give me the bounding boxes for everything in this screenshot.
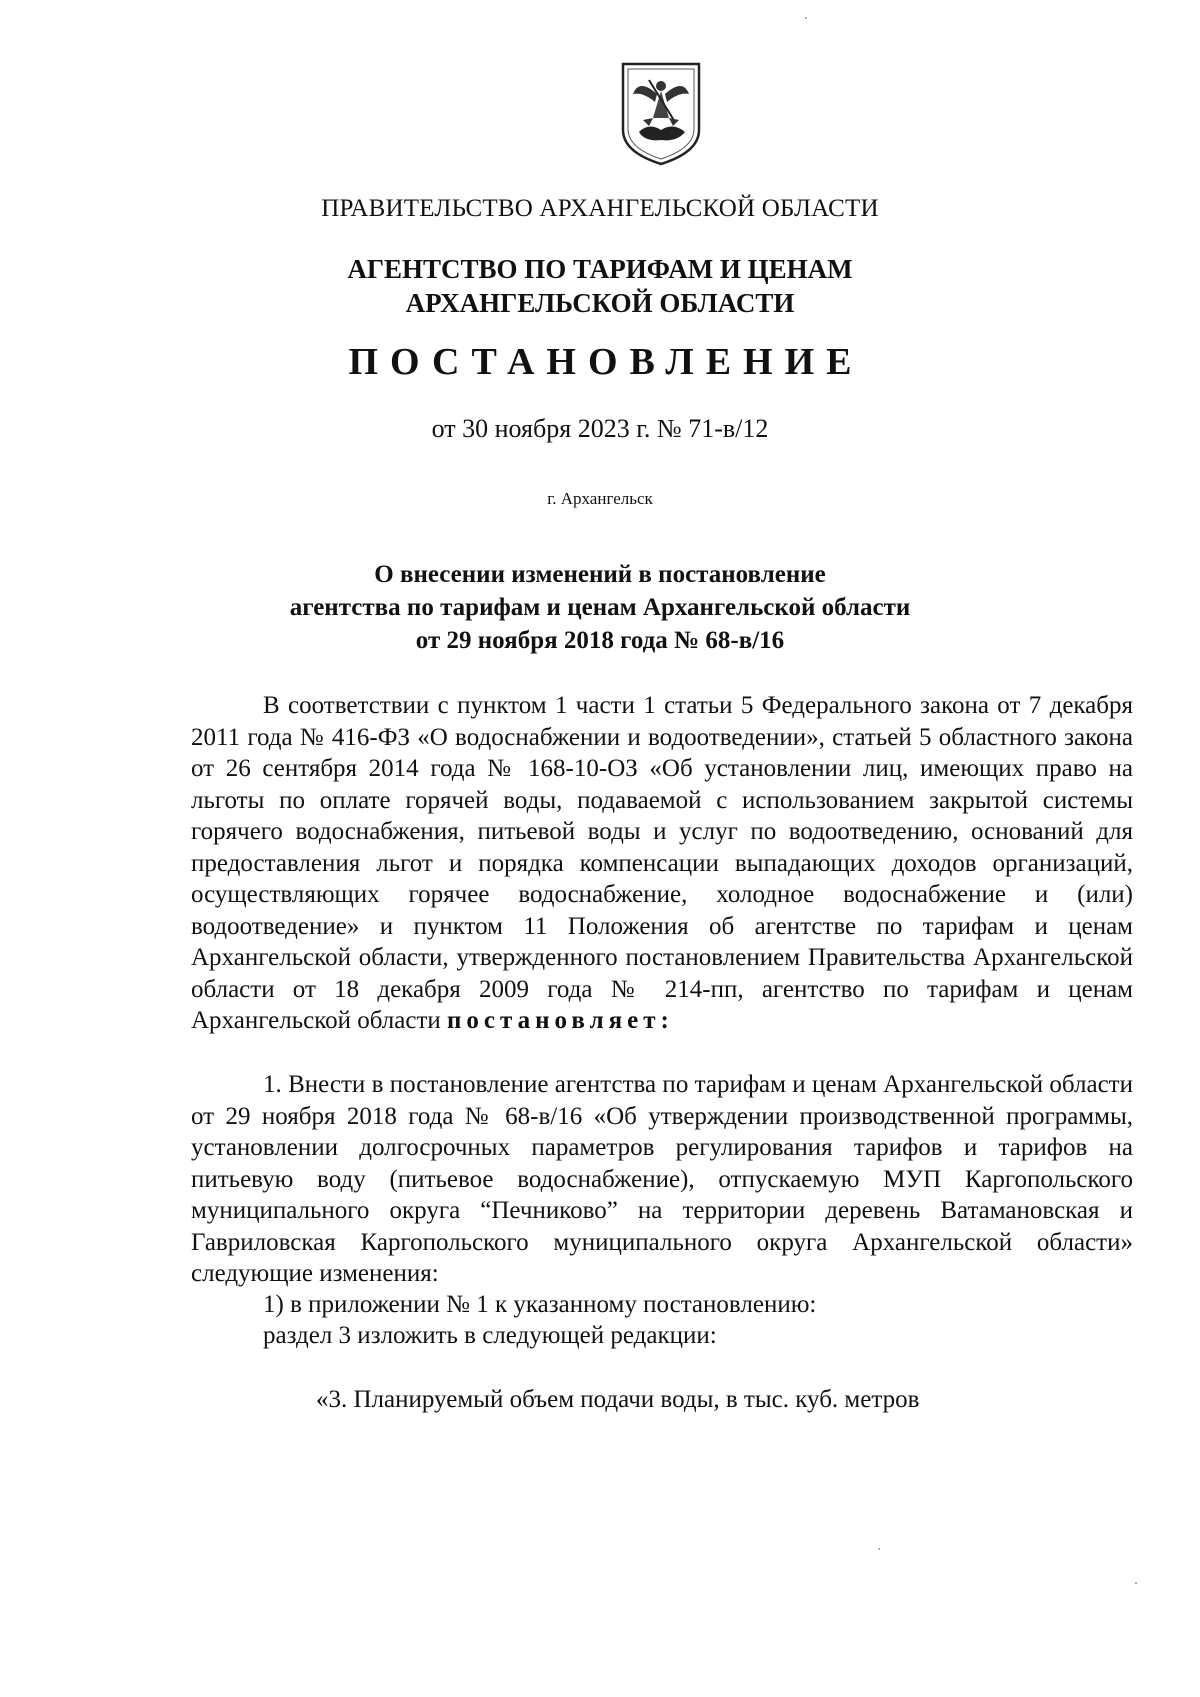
scan-speck <box>805 17 807 19</box>
item-1-text: 1. Внести в постановление агентства по тарифам и ценам Архангельской области от 29 ноября 2018 года № 68-в/16 «Об утверждении производственной программы, установлении долгосрочных параметров регулирования тарифов и тарифов на питьевую воду (питьевое водоснабжение), отпускаемую МУП Каргопольского муниципального округа “Печниково” на территории деревень Ватамановская и Гавриловская Каргопольского муниципального округа Архангельской области» следующие изменения: <box>191 1071 1133 1287</box>
subject-line2: агентства по тарифам и ценам Архангельской области <box>289 594 911 621</box>
scan-speck <box>1135 1582 1137 1584</box>
agency-name <box>0 252 1200 320</box>
document-city: г. Архангельск <box>547 489 653 508</box>
document-type-title: ПОСТАНОВЛЕНИЕ <box>348 341 864 383</box>
document-date-number: от 30 ноября 2023 г. № 71-в/12 <box>431 414 769 443</box>
agency-name-line1: АГЕНТСТВО ПО ТАРИФАМ И ЦЕНАМ <box>347 254 853 284</box>
scan-speck <box>878 1548 880 1550</box>
section-3-heading: «3. Планируемый объем подачи воды, в тыс. куб. метров <box>316 1386 920 1413</box>
subitem-2: раздел 3 изложить в следующей редакции: <box>263 1322 717 1349</box>
subitem-1: 1) в приложении № 1 к указанному постановлению: <box>263 1291 817 1318</box>
item-1-paragraph <box>191 1069 1133 1290</box>
document-subject <box>0 558 1200 657</box>
preamble-text: В соответствии с пунктом 1 части 1 статьи 5 Федерального закона от 7 декабря 2011 года № 416-ФЗ «О водоснабжении и водоотведении», статьей 5 областного закона от 26 сентября 2014 года № 168-10-ОЗ «Об установлении лиц, имеющих право на льготы по оплате горячей воды, подаваемой с использованием закрытой системы горячего водоснабжения, питьевой воды и услуг по водоотведению, оснований для предоставления льгот и порядка компенсации выпадающих доходов организаций, осуществляющих горячее водоснабжение, холодное водоснабжение и (или) водоотведение» и пунктом 11 Положения об агентстве по тарифам и ценам Архангельской области, утвержденного постановлением Правительства Архангельской области от 18 декабря 2009 года № 214-пп, агентство по тарифам и ценам Архангельской области <box>191 692 1133 1034</box>
coat-of-arms-arkhangelsk-icon <box>619 60 703 168</box>
subject-line3: от 29 ноября 2018 года № 68-в/16 <box>415 627 785 654</box>
subject-line1: О внесении изменений в постановление <box>374 561 826 588</box>
agency-name-line2: АРХАНГЕЛЬСКОЙ ОБЛАСТИ <box>405 288 795 318</box>
resolves-word: постановляет: <box>447 1007 674 1034</box>
preamble-paragraph <box>191 690 1133 1037</box>
government-name: ПРАВИТЕЛЬСТВО АРХАНГЕЛЬСКОЙ ОБЛАСТИ <box>321 195 879 222</box>
